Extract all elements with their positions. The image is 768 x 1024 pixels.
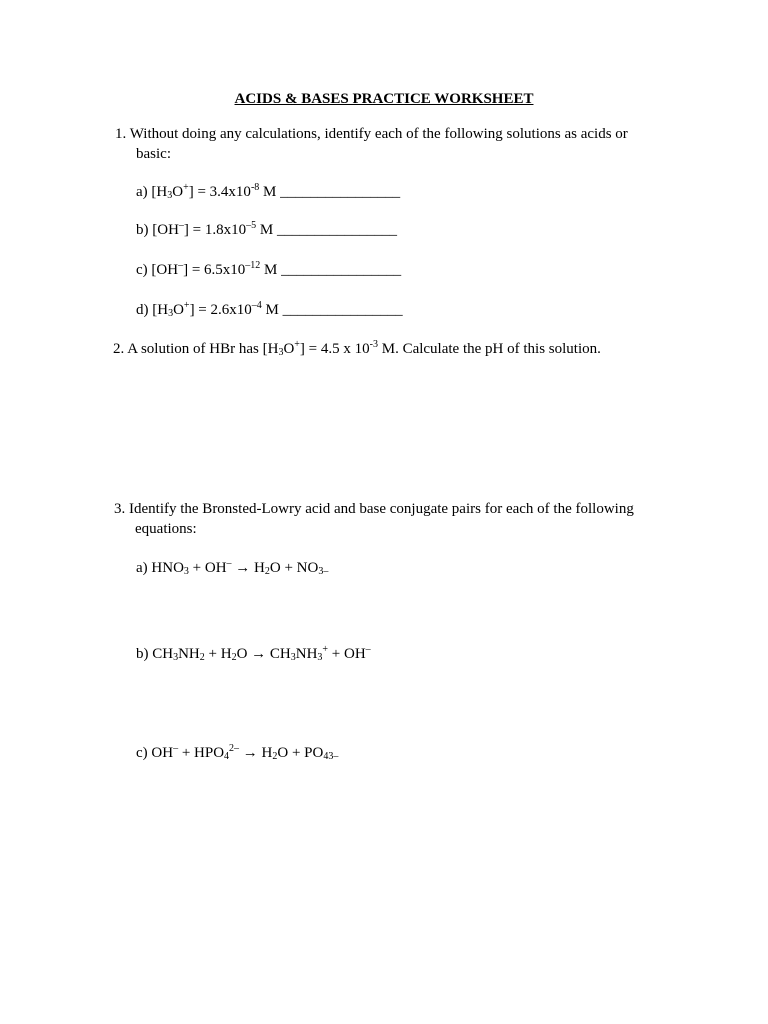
question-1-number: 1. [115, 126, 127, 142]
question-2-number: 2. [113, 341, 125, 357]
question-3-text-line2: equations: [135, 521, 197, 537]
equation-3a: a) $HNO_3 + OH^- \to H_2O + NO_{3-}$ [136, 558, 329, 577]
question-1c: c) $[OH^-] = 6.5x10^{-12}$ M ________________ [136, 260, 402, 278]
question-1 [115, 124, 655, 164]
answer-blank-1a[interactable]: ________________ [280, 184, 401, 200]
equation-3b: b) $CH_3NH_2 + H_2O \to CH_3NH_3^+ + OH^-$ [136, 644, 371, 663]
answer-blank-1d[interactable]: ________________ [282, 302, 403, 318]
question-1-text-line1: Without doing any calculations, identify each of the following solutions as acids or [129, 126, 628, 142]
question-3-text-line1: Identify the Bronsted-Lowry acid and base conjugate pairs for each of the following [129, 501, 634, 517]
question-1-text-line2: basic: [136, 146, 171, 162]
question-2: 2. A solution of HBr has $[H_3O^+] = 4.5$ x $10^{-3}$ M. Calculate the pH of this solution. [113, 339, 601, 358]
question-1d: d) $[H_3O^+] = 2.6x10^{-4}$ M ________________ [136, 300, 403, 319]
question-1a: a) $[H_3O^+] = 3.4x10^{-8}$ M ________________ [136, 182, 401, 201]
question-3 [114, 499, 654, 539]
equation-3c: c) $OH^- + HPO_4^{2-} \to H_2O + PO_{43-}$ [136, 743, 339, 762]
question-3-number: 3. [114, 501, 126, 517]
answer-blank-1b[interactable]: ________________ [276, 222, 397, 238]
worksheet-title: ACIDS & BASES PRACTICE WORKSHEET [234, 91, 534, 107]
answer-blank-1c[interactable]: ________________ [281, 262, 402, 278]
question-1b: b) $[OH^-] = 1.8x10^{-5}$ M ________________ [136, 220, 397, 238]
